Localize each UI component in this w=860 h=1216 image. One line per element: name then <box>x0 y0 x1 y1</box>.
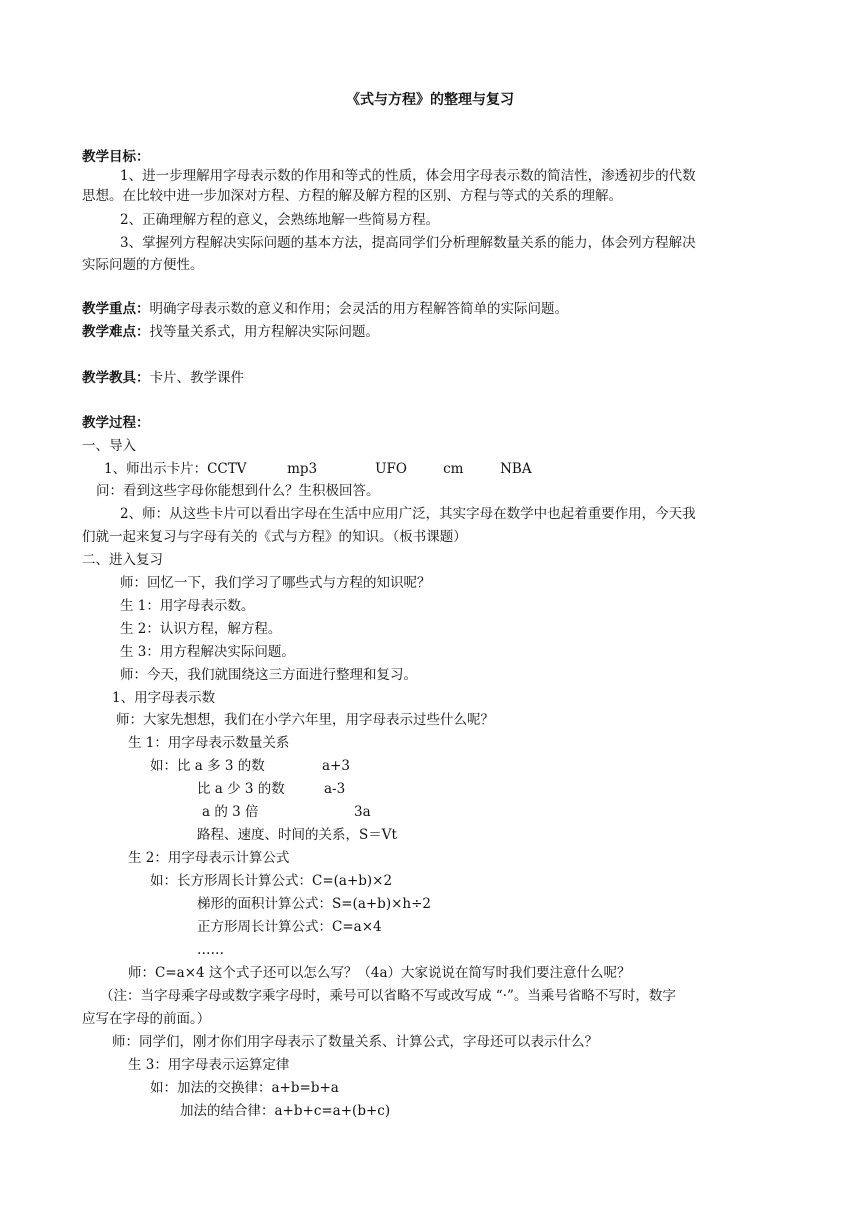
student-line: 生 2：认识方程，解方程。 <box>120 621 282 637</box>
page-title: 《式与方程》的整理与复习 <box>346 92 514 108</box>
difficulty-label: 教学难点： <box>82 324 150 340</box>
example-row <box>202 804 371 820</box>
student-line: 生 1：用字母表示数量关系 <box>128 735 290 751</box>
card-item: cm <box>443 461 464 477</box>
difficulty-text: 找等量关系式，用方程解决实际问题。 <box>149 324 379 340</box>
example-prefix: 如： <box>150 758 177 774</box>
key-point-label: 教学重点： <box>82 301 150 317</box>
student-line: 生 1：用字母表示数。 <box>120 598 255 614</box>
example-row <box>197 781 345 797</box>
law-row <box>150 1080 339 1096</box>
objective-1-line-2: 思想。在比较中进一步加深对方程、方程的解及解方程的区别、方程与等式的关系的理解。 <box>82 188 622 204</box>
section-2-title: 二、进入复习 <box>82 552 163 568</box>
example-label: 比 a 多 3 的数 <box>177 758 265 774</box>
process-heading: 教学过程： <box>82 415 150 431</box>
example-prefix: 如： <box>150 1080 177 1096</box>
objectives-heading: 教学目标： <box>82 149 150 165</box>
aids-label: 教学教具： <box>82 370 150 386</box>
example-prefix: 如： <box>150 873 177 889</box>
example-row <box>150 758 350 774</box>
cards-prefix: 1、师出示卡片： <box>104 461 208 477</box>
key-point-text: 明确字母表示数的意义和作用；会灵活的用方程解答简单的实际问题。 <box>149 301 568 317</box>
card-item: CCTV <box>207 461 247 477</box>
ellipsis: …… <box>197 942 224 958</box>
example-row: 路程、速度、时间的关系，S＝Vt <box>197 827 397 843</box>
student-line: 生 3：用字母表示运算定律 <box>128 1057 290 1073</box>
section-1-item-1 <box>104 461 532 477</box>
key-point <box>82 301 568 317</box>
teacher-line: 师：大家先想想，我们在小学六年里，用字母表示过些什么呢？ <box>116 712 494 728</box>
objective-3-line-1: 3、掌握列方程解决实际问题的基本方法，提高同学们分析理解数量关系的能力，体会列方程解决 <box>120 235 696 251</box>
teacher-line: 师：今天，我们就围绕这三方面进行整理和复习。 <box>120 667 417 683</box>
teacher-line: 师：同学们，刚才你们用字母表示了数量关系、计算公式，字母还可以表示什么？ <box>112 1034 598 1050</box>
teacher-line: 师：回忆一下，我们学习了哪些式与方程的知识呢？ <box>120 575 431 591</box>
objective-3-line-2: 实际问题的方便性。 <box>82 257 204 273</box>
card-item: mp3 <box>287 461 318 477</box>
law: 加法的交换律：a+b=b+a <box>177 1080 339 1096</box>
example-value: a-3 <box>324 781 346 797</box>
student-line: 生 3：用方程解决实际问题。 <box>120 644 295 660</box>
section-1-item-2-line-1: 2、师：从这些卡片可以看出字母在生活中应用广泛，其实字母在数学中也起着重要作用，今天我 <box>120 506 696 522</box>
card-item: NBA <box>500 461 532 477</box>
objective-1-line-1: 1、进一步理解用字母表示数的作用和等式的性质，体会用字母表示数的简洁性，渗透初步的代数 <box>120 168 696 184</box>
example-label: a 的 3 倍 <box>202 804 259 820</box>
objective-2: 2、正确理解方程的意义，会熟练地解一些简易方程。 <box>120 212 440 228</box>
aids <box>82 370 244 386</box>
note-line-2: 应写在字母的前面。） <box>82 1011 211 1027</box>
example-value: 3a <box>354 804 371 820</box>
formula-row <box>150 873 392 889</box>
law: 加法的结合律：a+b+c=a+(b+c) <box>180 1103 391 1119</box>
student-line: 生 2：用字母表示计算公式 <box>128 850 290 866</box>
formula: 梯形的面积计算公式：S=(a+b)×h÷2 <box>197 896 432 912</box>
section-1-title: 一、导入 <box>82 438 136 454</box>
difficulty <box>82 324 379 340</box>
note-line-1: （注：当字母乘字母或数字乘字母时，乘号可以省略不写或改写成 “·”。当乘号省略不写时，数字 <box>100 988 676 1004</box>
example-value: a+3 <box>322 758 350 774</box>
section-1-item-2-line-2: 们就一起来复习与字母有关的《式与方程》的知识。（板书课题） <box>82 529 467 545</box>
example-label: 比 a 少 3 的数 <box>197 781 285 797</box>
teacher-line: 师：C=a×4 这个式子还可以怎么写？（4a）大家说说在简写时我们要注意什么呢？ <box>128 965 631 981</box>
section-1-question: 问：看到这些字母你能想到什么？生积极回答。 <box>96 483 380 499</box>
card-item: UFO <box>375 461 407 477</box>
subsection-title: 1、用字母表示数 <box>112 690 216 706</box>
aids-text: 卡片、教学课件 <box>149 370 244 386</box>
formula: 长方形周长计算公式：C=(a+b)×2 <box>177 873 393 889</box>
formula: 正方形周长计算公式：C=a×4 <box>197 919 382 935</box>
